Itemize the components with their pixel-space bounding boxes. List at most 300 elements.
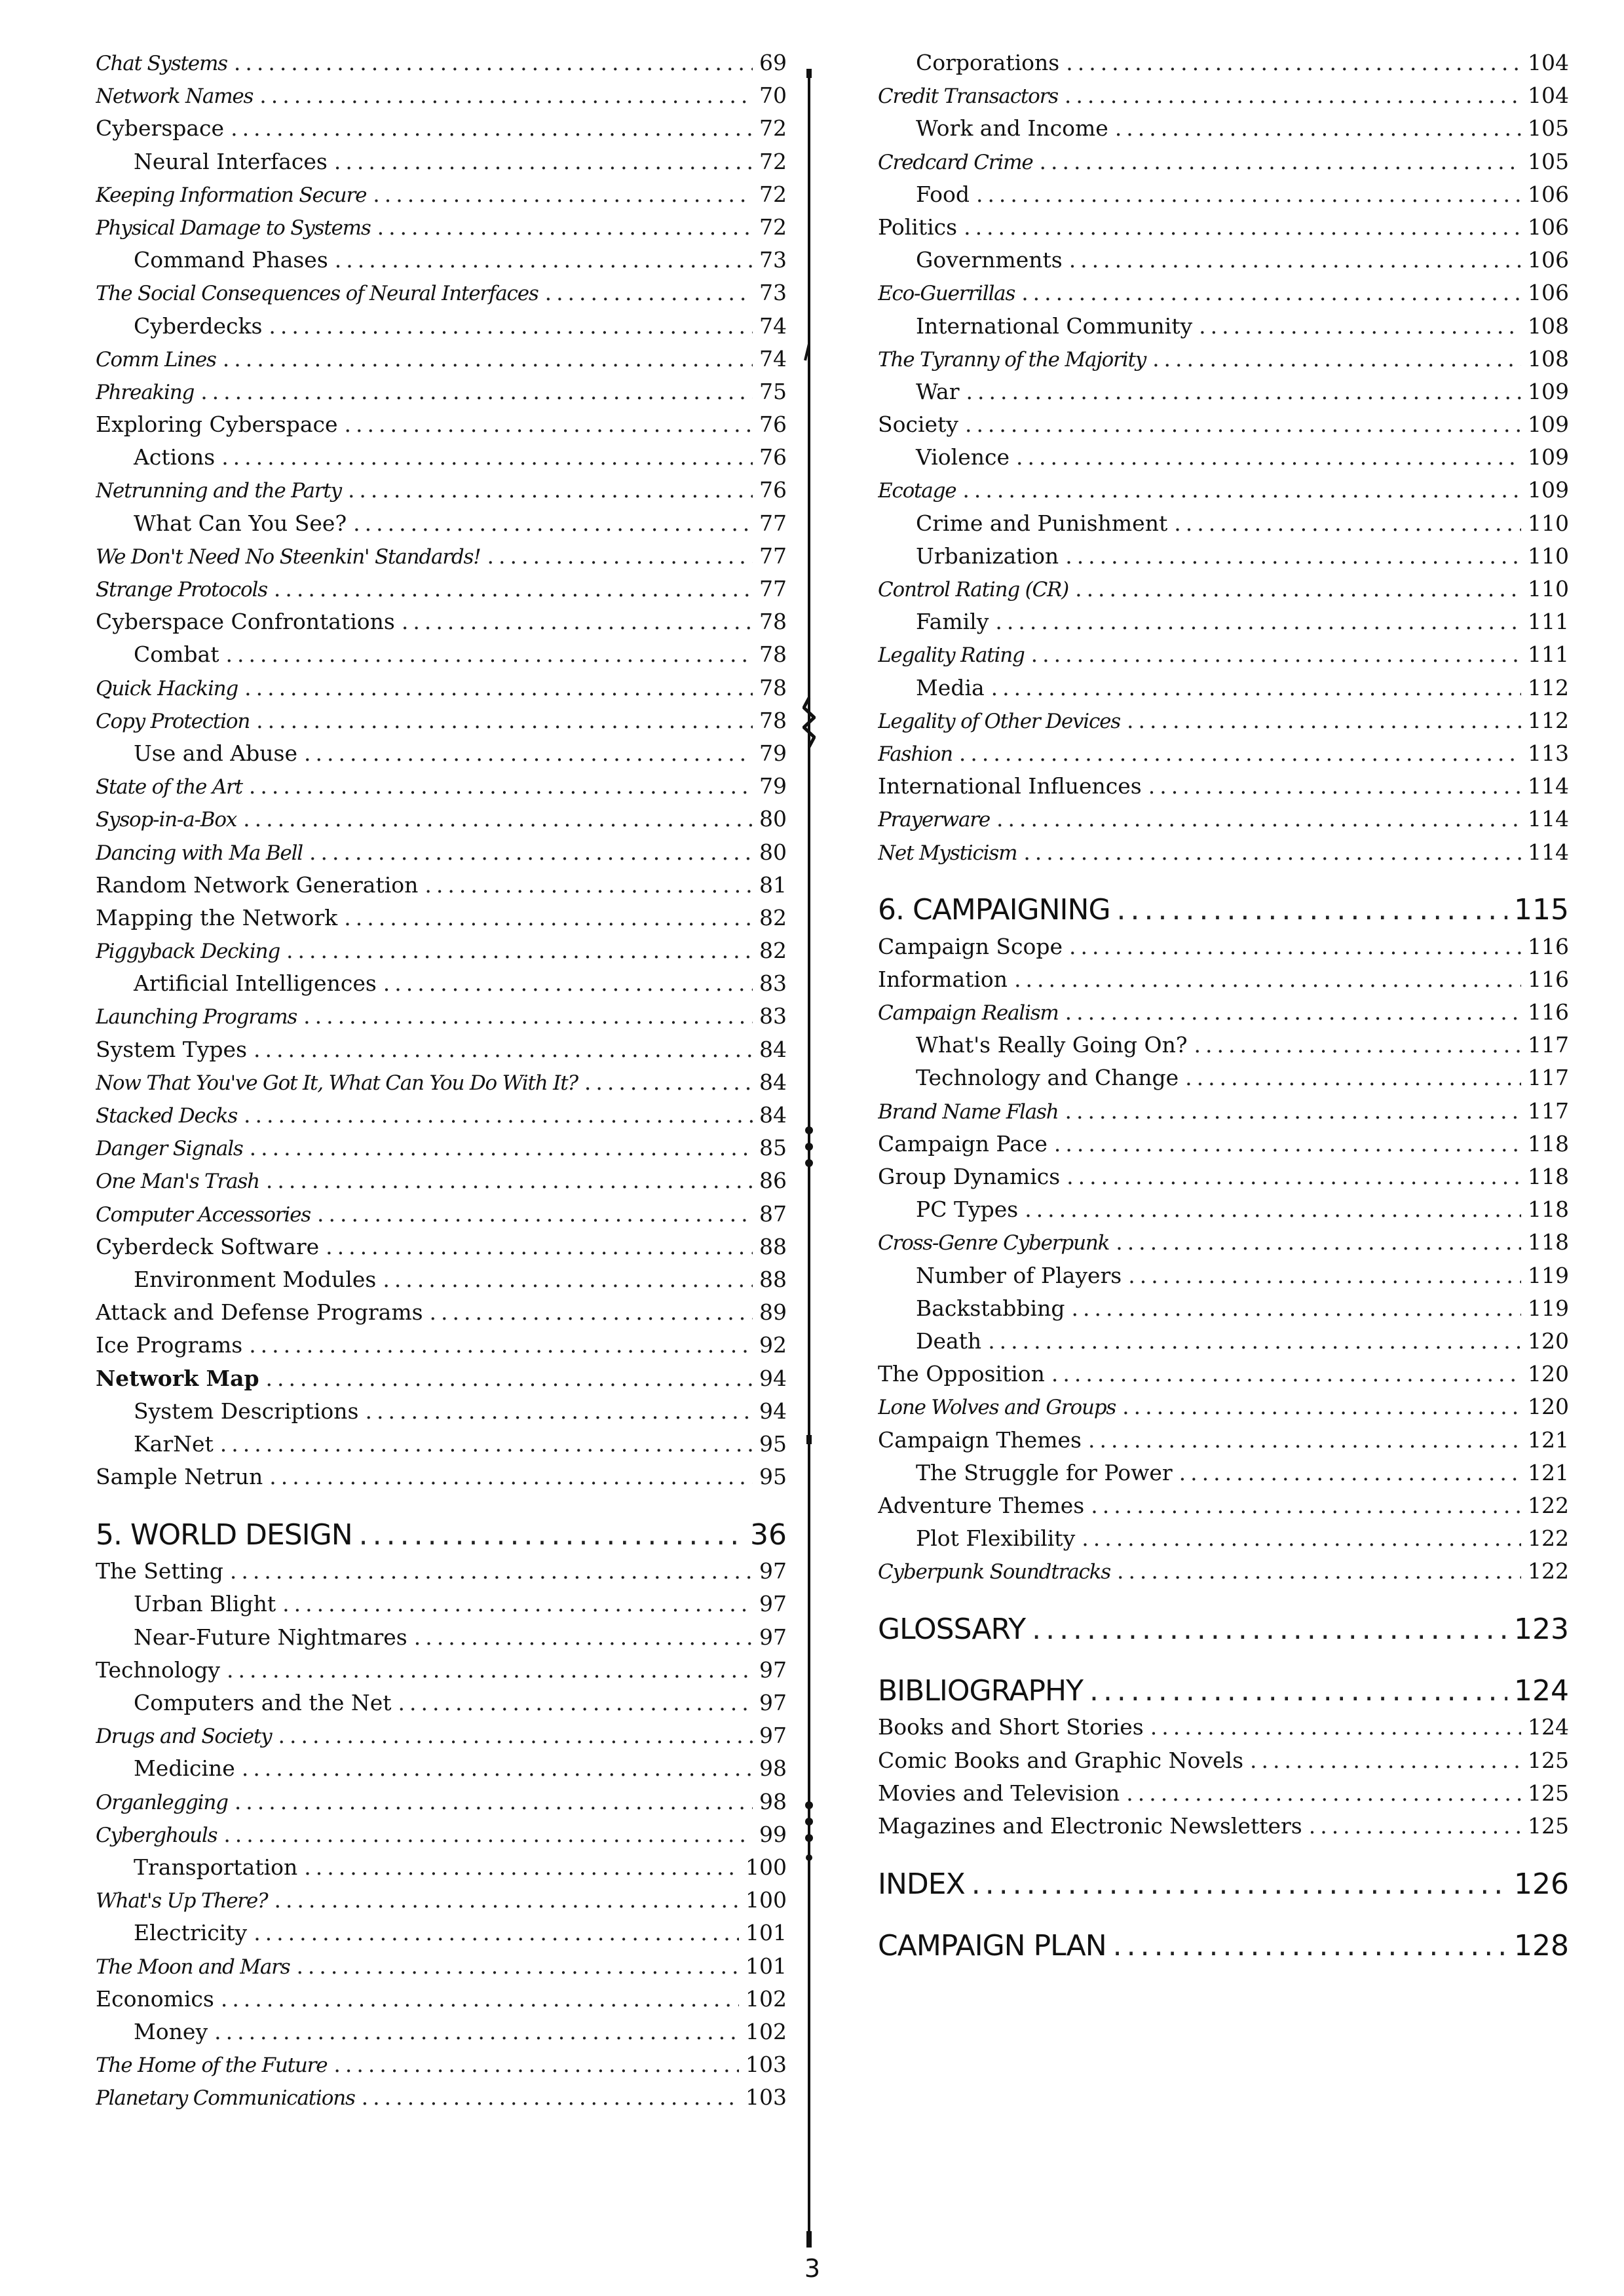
- toc-entry-title: Group Dynamics: [878, 1164, 1061, 1189]
- dot-leader: [1126, 1780, 1521, 1806]
- toc-entry: [96, 1168, 787, 1200]
- toc-entry-page: 92: [759, 1332, 787, 1358]
- toc-entry-page: 78: [759, 674, 787, 700]
- toc-entry: [878, 1328, 1569, 1361]
- dot-leader: [1150, 1714, 1521, 1740]
- toc-entry: [96, 543, 787, 576]
- toc-entry: [878, 1164, 1569, 1196]
- dot-leader: [959, 740, 1521, 766]
- toc-entry: [878, 609, 1569, 641]
- dot-leader: [259, 83, 753, 108]
- toc-entry: [878, 806, 1569, 839]
- dot-leader: [227, 1657, 753, 1683]
- dot-leader: [1116, 1229, 1521, 1255]
- toc-entry-title: The Struggle for Power: [916, 1459, 1173, 1485]
- toc-entry: [96, 1591, 787, 1624]
- toc-entry-title: 5. WORLD DESIGN: [96, 1518, 352, 1552]
- toc-entry-page: 97: [759, 1656, 787, 1683]
- toc-entry-page: 118: [1528, 1196, 1569, 1223]
- dot-leader: [425, 872, 753, 898]
- toc-entry-title: Strange Protocols: [96, 578, 267, 602]
- toc-entry-title: Information: [878, 966, 1008, 992]
- toc-entry: [96, 1986, 787, 2019]
- toc-entry: [878, 83, 1569, 115]
- toc-entry-page: 105: [1528, 115, 1569, 142]
- toc-entry-title: Artificial Intelligences: [134, 970, 377, 997]
- toc-entry-title: Movies and Television: [878, 1780, 1120, 1806]
- toc-entry: [96, 773, 787, 806]
- toc-entry-page: 110: [1528, 576, 1569, 602]
- dot-leader: [274, 576, 753, 602]
- toc-entry-page: 114: [1528, 806, 1569, 832]
- toc-entry-page: 101: [746, 1953, 787, 1979]
- dot-leader: [234, 50, 753, 75]
- toc-entry-page: 119: [1528, 1262, 1569, 1288]
- toc-entry: [96, 1920, 787, 1953]
- dot-leader: [995, 609, 1521, 634]
- toc-entry-title: Campaign Themes: [878, 1426, 1082, 1453]
- dot-leader: [249, 1332, 753, 1358]
- dot-leader: [962, 477, 1521, 503]
- toc-entry-page: 78: [759, 609, 787, 635]
- toc-entry-page: 82: [759, 904, 787, 930]
- dot-leader: [976, 182, 1521, 207]
- dot-leader: [996, 806, 1521, 832]
- toc-entry-page: 80: [759, 839, 787, 865]
- toc-entry: [96, 1201, 787, 1234]
- toc-entry: [878, 346, 1569, 379]
- toc-entry-page: 112: [1528, 674, 1569, 700]
- toc-entry-title: GLOSSARY: [878, 1612, 1026, 1646]
- dot-leader: [249, 773, 753, 799]
- dot-leader: [1152, 346, 1521, 372]
- dot-leader: [1054, 1131, 1521, 1157]
- dot-leader: [1021, 280, 1521, 305]
- toc-entry: [878, 214, 1569, 247]
- dot-leader: [991, 675, 1521, 700]
- toc-entry: [96, 444, 787, 477]
- toc-entry-title: Death: [916, 1328, 982, 1354]
- toc-entry-title: Legality Rating: [878, 643, 1025, 668]
- toc-entry-page: 79: [759, 740, 787, 766]
- toc-entry-title: Urban Blight: [134, 1591, 276, 1617]
- toc-entry-title: Piggyback Decking: [96, 940, 280, 964]
- dot-leader: [1250, 1748, 1521, 1773]
- toc-entry-title: Number of Players: [916, 1262, 1122, 1288]
- toc-entry-title: Ice Programs: [96, 1332, 243, 1358]
- toc-entry: [878, 1427, 1569, 1460]
- toc-entry: [878, 1131, 1569, 1164]
- toc-entry-title: Legality of Other Devices: [878, 709, 1121, 733]
- toc-entry-page: 75: [759, 378, 787, 404]
- toc-entry-page: 115: [1514, 893, 1569, 927]
- toc-entry-title: Actions: [134, 444, 216, 470]
- toc-entry-title: Cross-Genre Cyberpunk: [878, 1231, 1110, 1255]
- toc-entry-page: 118: [1528, 1229, 1569, 1255]
- dot-leader: [1066, 50, 1521, 75]
- dot-leader: [398, 1690, 753, 1715]
- toc-entry-page: 122: [1528, 1492, 1569, 1518]
- toc-entry: [96, 1464, 787, 1497]
- toc-entry-page: 120: [1528, 1328, 1569, 1354]
- toc-entry: [878, 182, 1569, 214]
- toc-entry-page: 108: [1528, 313, 1569, 339]
- dot-leader: [223, 346, 753, 372]
- dot-leader: [1117, 1558, 1521, 1584]
- toc-entry: [878, 1032, 1569, 1065]
- toc-entry-title: We Don't Need No Steenkin' Standards!: [96, 545, 481, 569]
- toc-entry: [878, 1361, 1569, 1394]
- dot-leader: [1071, 1295, 1521, 1321]
- toc-entry: [96, 641, 787, 674]
- toc-entry-page: 120: [1528, 1361, 1569, 1387]
- toc-entry: [96, 411, 787, 444]
- toc-entry-page: 117: [1528, 1032, 1569, 1058]
- toc-entry: [878, 1098, 1569, 1131]
- toc-chapter-heading: [878, 1605, 1569, 1653]
- toc-entry-page: 94: [759, 1365, 787, 1391]
- toc-entry-page: 114: [1528, 839, 1569, 865]
- toc-entry-title: Corporations: [916, 50, 1060, 75]
- dot-leader: [1067, 1164, 1521, 1189]
- dot-leader: [1127, 708, 1521, 733]
- toc-entry: [96, 970, 787, 1003]
- toc-entry: [878, 543, 1569, 576]
- toc-entry-page: 106: [1528, 181, 1569, 207]
- toc-entry-title: Transportation: [134, 1854, 298, 1880]
- toc-entry: [96, 740, 787, 773]
- toc-entry-title: Computer Accessories: [96, 1202, 311, 1227]
- dot-leader: [243, 806, 753, 832]
- dot-leader: [1065, 83, 1521, 108]
- toc-entry-page: 103: [746, 2084, 787, 2111]
- toc-entry-title: Lone Wolves and Groups: [878, 1396, 1116, 1420]
- toc-entry-title: Economics: [96, 1985, 214, 2012]
- toc-entry: [96, 510, 787, 543]
- toc-entry-title: Command Phases: [134, 247, 328, 273]
- dot-leader: [377, 214, 753, 240]
- dot-leader: [317, 1201, 753, 1227]
- toc-entry-page: 124: [1514, 1674, 1569, 1708]
- toc-entry-page: 110: [1528, 510, 1569, 536]
- toc-entry-page: 111: [1528, 609, 1569, 635]
- dot-leader: [230, 1558, 753, 1584]
- toc-entry: [96, 1657, 787, 1690]
- toc-entry: [96, 576, 787, 609]
- toc-entry-title: State of the Art: [96, 775, 242, 799]
- dot-leader: [200, 379, 753, 404]
- toc-entry-page: 88: [759, 1266, 787, 1292]
- toc-entry-title: Fashion: [878, 742, 953, 766]
- toc-entry: [878, 641, 1569, 674]
- toc-entry: [96, 50, 787, 83]
- dot-leader: [359, 1518, 744, 1552]
- toc-entry-page: 97: [759, 1690, 787, 1715]
- toc-entry-title: Technology and Change: [916, 1065, 1179, 1091]
- toc-entry-title: War: [916, 378, 960, 404]
- toc-entry: [96, 1267, 787, 1299]
- toc-entry: [878, 999, 1569, 1032]
- dot-leader: [231, 115, 753, 141]
- dot-leader: [286, 938, 753, 963]
- dot-leader: [1075, 576, 1521, 602]
- toc-entry-page: 83: [759, 1003, 787, 1029]
- dot-leader: [303, 1003, 753, 1029]
- toc-entry-page: 117: [1528, 1065, 1569, 1091]
- toc-entry-page: 72: [759, 148, 787, 174]
- toc-entry-title: Combat: [134, 641, 219, 668]
- toc-chapter-heading: [878, 1922, 1569, 1969]
- dot-leader: [1065, 999, 1521, 1025]
- toc-entry-page: 111: [1528, 641, 1569, 668]
- toc-entry-page: 98: [759, 1755, 787, 1782]
- dot-leader: [221, 444, 753, 470]
- toc-entry: [878, 576, 1569, 609]
- toc-entry-title: Credit Transactors: [878, 85, 1058, 109]
- page-number: 3: [804, 2254, 821, 2283]
- toc-entry-title: BIBLIOGRAPHY: [878, 1674, 1083, 1708]
- toc-chapter-heading: [878, 887, 1569, 934]
- toc-entry-title: Cyberpunk Soundtracks: [878, 1560, 1110, 1584]
- dot-leader: [414, 1624, 753, 1650]
- toc-entry-title: Credcard Crime: [878, 150, 1033, 174]
- toc-entry: [878, 1714, 1569, 1747]
- toc-entry-title: Backstabbing: [916, 1295, 1065, 1321]
- toc-entry-title: Organlegging: [96, 1790, 228, 1814]
- toc-entry: [878, 1196, 1569, 1229]
- dot-leader: [214, 2019, 739, 2044]
- toc-entry-page: 72: [759, 115, 787, 142]
- dot-leader: [256, 708, 753, 733]
- dot-leader: [333, 2052, 739, 2077]
- toc-entry-title: Work and Income: [916, 115, 1108, 142]
- toc-entry-title: Dancing with Ma Bell: [96, 841, 303, 865]
- toc-entry-page: 113: [1528, 740, 1569, 766]
- toc-entry-title: Danger Signals: [96, 1137, 243, 1161]
- toc-entry-title: Eco-Guerrillas: [878, 282, 1015, 306]
- toc-entry: [878, 1493, 1569, 1525]
- toc-entry-page: 125: [1528, 1780, 1569, 1806]
- dot-leader: [1179, 1460, 1521, 1485]
- toc-entry-title: Stacked Decks: [96, 1104, 238, 1128]
- toc-entry-title: 6. CAMPAIGNING: [878, 893, 1110, 927]
- dot-leader: [1113, 1929, 1507, 1962]
- dot-leader: [244, 1102, 753, 1128]
- dot-leader: [1031, 641, 1521, 667]
- toc-entry-page: 128: [1514, 1928, 1569, 1962]
- dot-leader: [235, 1789, 753, 1814]
- toc-entry-title: Prayerware: [878, 808, 991, 832]
- toc-entry-page: 97: [759, 1723, 787, 1749]
- toc-left-column: [96, 50, 787, 2117]
- toc-entry-title: The Moon and Mars: [96, 1955, 290, 1979]
- toc-entry-page: 97: [759, 1624, 787, 1650]
- dot-leader: [242, 1755, 753, 1781]
- toc-entry: [96, 609, 787, 641]
- toc-entry-title: Sample Netrun: [96, 1464, 263, 1490]
- toc-entry-title: Brand Name Flash: [878, 1100, 1059, 1124]
- toc-entry: [96, 247, 787, 280]
- dot-leader: [373, 182, 753, 207]
- toc-entry: [878, 1748, 1569, 1780]
- toc-entry-page: 124: [1528, 1714, 1569, 1740]
- toc-entry: [96, 1953, 787, 1986]
- toc-entry: [878, 773, 1569, 806]
- toc-entry: [96, 1135, 787, 1168]
- toc-entry-title: Launching Programs: [96, 1005, 297, 1029]
- dot-leader: [220, 1431, 753, 1457]
- toc-entry-page: 84: [759, 1036, 787, 1062]
- toc-entry-title: Adventure Themes: [878, 1492, 1085, 1518]
- toc-entry-page: 104: [1528, 83, 1569, 109]
- toc-entry-page: 106: [1528, 247, 1569, 273]
- dot-leader: [965, 411, 1521, 437]
- dot-leader: [1023, 839, 1521, 865]
- toc-entry-page: 122: [1528, 1525, 1569, 1552]
- toc-entry-page: 74: [759, 313, 787, 339]
- toc-entry: [878, 510, 1569, 543]
- toc-entry: [878, 1460, 1569, 1493]
- toc-entry: [96, 1723, 787, 1755]
- toc-entry-page: 84: [759, 1102, 787, 1128]
- toc-entry: [96, 1854, 787, 1887]
- toc-entry-title: The Home of the Future: [96, 2054, 328, 2078]
- toc-entry-page: 106: [1528, 280, 1569, 306]
- dot-leader: [223, 1822, 753, 1847]
- toc-entry-page: 102: [746, 1985, 787, 2012]
- dot-leader: [362, 2084, 739, 2110]
- toc-entry: [96, 1431, 787, 1464]
- toc-entry-title: One Man's Trash: [96, 1170, 259, 1194]
- toc-entry: [878, 444, 1569, 477]
- toc-entry-title: Planetary Communications: [96, 2086, 355, 2111]
- dot-leader: [1309, 1813, 1521, 1839]
- toc-entry: [878, 50, 1569, 83]
- dot-leader: [1032, 1613, 1507, 1646]
- dot-leader: [1088, 1427, 1521, 1453]
- toc-entry-title: International Influences: [878, 773, 1142, 799]
- toc-entry-title: What's Up There?: [96, 1889, 268, 1913]
- dot-leader: [221, 1986, 739, 2012]
- toc-entry-page: 73: [759, 247, 787, 273]
- toc-entry: [96, 182, 787, 214]
- dot-leader: [1065, 543, 1521, 569]
- toc-entry-title: The Social Consequences of Neural Interfaces: [96, 282, 538, 306]
- toc-entry-title: Cyberdeck Software: [96, 1233, 320, 1259]
- toc-entry-title: Violence: [916, 444, 1010, 470]
- dot-leader: [1039, 149, 1521, 174]
- toc-entry-title: Technology: [96, 1656, 221, 1683]
- toc-entry-page: 77: [759, 576, 787, 602]
- dot-leader: [266, 1366, 753, 1391]
- toc-entry-page: 86: [759, 1168, 787, 1194]
- toc-entry-page: 82: [759, 938, 787, 964]
- toc-entry: [96, 1366, 787, 1398]
- dot-leader: [282, 1591, 753, 1617]
- toc-entry-page: 108: [1528, 345, 1569, 372]
- toc-entry-title: Copy Protection: [96, 709, 250, 733]
- toc-entry-page: 88: [759, 1233, 787, 1259]
- dot-leader: [348, 477, 753, 503]
- dot-leader: [335, 247, 753, 273]
- toc-entry-page: 101: [746, 1920, 787, 1946]
- toc-entry: [878, 411, 1569, 444]
- toc-entry-page: 98: [759, 1788, 787, 1814]
- toc-entry: [96, 1789, 787, 1822]
- toc-entry: [96, 675, 787, 708]
- toc-entry-page: 120: [1528, 1394, 1569, 1420]
- toc-entry-page: 72: [759, 214, 787, 240]
- dot-leader: [584, 1069, 753, 1095]
- toc-entry-page: 76: [759, 411, 787, 438]
- dot-leader: [334, 149, 753, 174]
- toc-entry-page: 102: [746, 2018, 787, 2044]
- toc-entry: [96, 149, 787, 182]
- dot-leader: [487, 543, 753, 569]
- dot-leader: [383, 1267, 753, 1292]
- toc-entry: [96, 872, 787, 905]
- toc-entry: [96, 905, 787, 938]
- toc-entry: [96, 477, 787, 510]
- toc-entry-title: Random Network Generation: [96, 871, 419, 898]
- dot-leader: [1016, 444, 1521, 470]
- toc-entry-page: 109: [1528, 411, 1569, 438]
- toc-entry-title: What's Really Going On?: [916, 1032, 1188, 1058]
- dot-leader: [1089, 1674, 1507, 1708]
- toc-entry-page: 76: [759, 477, 787, 503]
- toc-entry-title: INDEX: [878, 1867, 965, 1901]
- toc-entry: [96, 1558, 787, 1591]
- toc-entry-title: Use and Abuse: [134, 740, 297, 766]
- toc-entry: [96, 1624, 787, 1657]
- toc-entry-page: 79: [759, 773, 787, 799]
- toc-entry-title: Network Map: [96, 1365, 259, 1391]
- dot-leader: [304, 1854, 739, 1880]
- toc-entry-title: Keeping Information Secure: [96, 183, 367, 207]
- toc-entry-title: Neural Interfaces: [134, 148, 328, 174]
- toc-entry-page: 99: [759, 1821, 787, 1847]
- toc-entry: [96, 2019, 787, 2052]
- toc-entry-title: Attack and Defense Programs: [96, 1299, 423, 1326]
- toc-entry-title: Governments: [916, 247, 1063, 273]
- toc-entry: [96, 313, 787, 346]
- dot-leader: [326, 1234, 753, 1259]
- dot-leader: [1065, 1098, 1521, 1124]
- toc-entry-page: 69: [759, 50, 787, 75]
- dot-leader: [1199, 313, 1521, 339]
- dot-leader: [344, 905, 753, 930]
- toc-entry: [96, 1102, 787, 1135]
- toc-entry-page: 121: [1528, 1459, 1569, 1485]
- toc-entry: [878, 115, 1569, 148]
- toc-entry: [96, 83, 787, 115]
- toc-entry-title: Mapping the Network: [96, 904, 338, 930]
- toc-entry: [96, 1822, 787, 1854]
- dot-leader: [383, 970, 753, 996]
- toc-entry-title: Media: [916, 674, 985, 700]
- toc-chapter-heading: [878, 1860, 1569, 1907]
- toc-entry-title: Physical Damage to Systems: [96, 216, 371, 240]
- toc-chapter-heading: [96, 1511, 787, 1558]
- toc-entry-page: 109: [1528, 477, 1569, 503]
- toc-entry: [96, 1234, 787, 1267]
- toc-entry-page: 116: [1528, 933, 1569, 959]
- toc-entry-title: The Opposition: [878, 1361, 1045, 1387]
- toc-entry-title: System Descriptions: [134, 1398, 359, 1424]
- dot-leader: [266, 1168, 753, 1193]
- toc-entry-page: 95: [759, 1430, 787, 1457]
- toc-entry-page: 116: [1528, 999, 1569, 1025]
